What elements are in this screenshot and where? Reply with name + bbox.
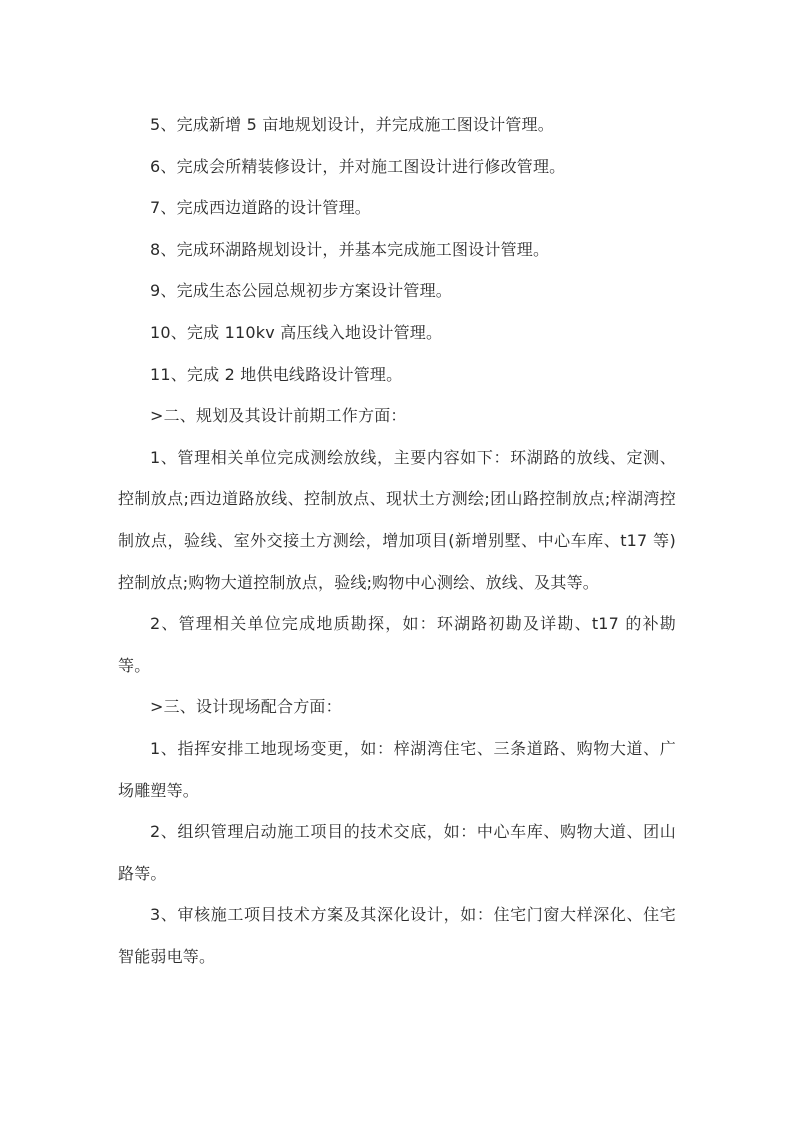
paragraph-item-7: 7、完成西边道路的设计管理。 xyxy=(150,198,371,218)
paragraph-item-6: 6、完成会所精装修设计，并对施工图设计进行修改管理。 xyxy=(150,156,566,176)
paragraph-technical-briefing: 2、组织管理启动施工项目的技术交底，如：中心车库、购物大道、团山路等。 xyxy=(118,822,676,883)
paragraph-site-changes: 1、指挥安排工地现场变更，如：梓湖湾住宅、三条道路、购物大道、广场雕塑等。 xyxy=(118,738,676,800)
paragraph-geology: 2、管理相关单位完成地质勘探，如：环湖路初勘及详勘、t17 的补勘等。 xyxy=(118,614,676,675)
paragraph-item-10: 10、完成 110kv 高压线入地设计管理。 xyxy=(150,322,443,342)
paragraph-item-8: 8、完成环湖路规划设计，并基本完成施工图设计管理。 xyxy=(150,239,550,259)
paragraph-survey: 1、管理相关单位完成测绘放线，主要内容如下：环湖路的放线、定测、控制放点;西边道路放线、控制放点、现状土方测绘;团山路控制放点;梓湖湾控制放点，验线、室外交接土方测绘，增加项目(新增别墅、中心车库、t17 等)控制放点;购物大道控制放点，验线;购物中心测绘、放线、及其等。 xyxy=(118,447,676,592)
section-heading-planning: >二、规划及其设计前期工作方面： xyxy=(150,406,407,426)
paragraph-technical-review: 3、审核施工项目技术方案及其深化设计，如：住宅门窗大样深化、住宅智能弱电等。 xyxy=(118,905,676,966)
paragraph-item-11: 11、完成 2 地供电线路设计管理。 xyxy=(150,364,403,384)
section-heading-site-coordination: >三、设计现场配合方面： xyxy=(150,697,342,717)
paragraph-item-9: 9、完成生态公园总规初步方案设计管理。 xyxy=(150,281,452,301)
paragraph-item-5: 5、完成新增 5 亩地规划设计，并完成施工图设计管理。 xyxy=(150,115,554,134)
document-body xyxy=(118,104,676,977)
